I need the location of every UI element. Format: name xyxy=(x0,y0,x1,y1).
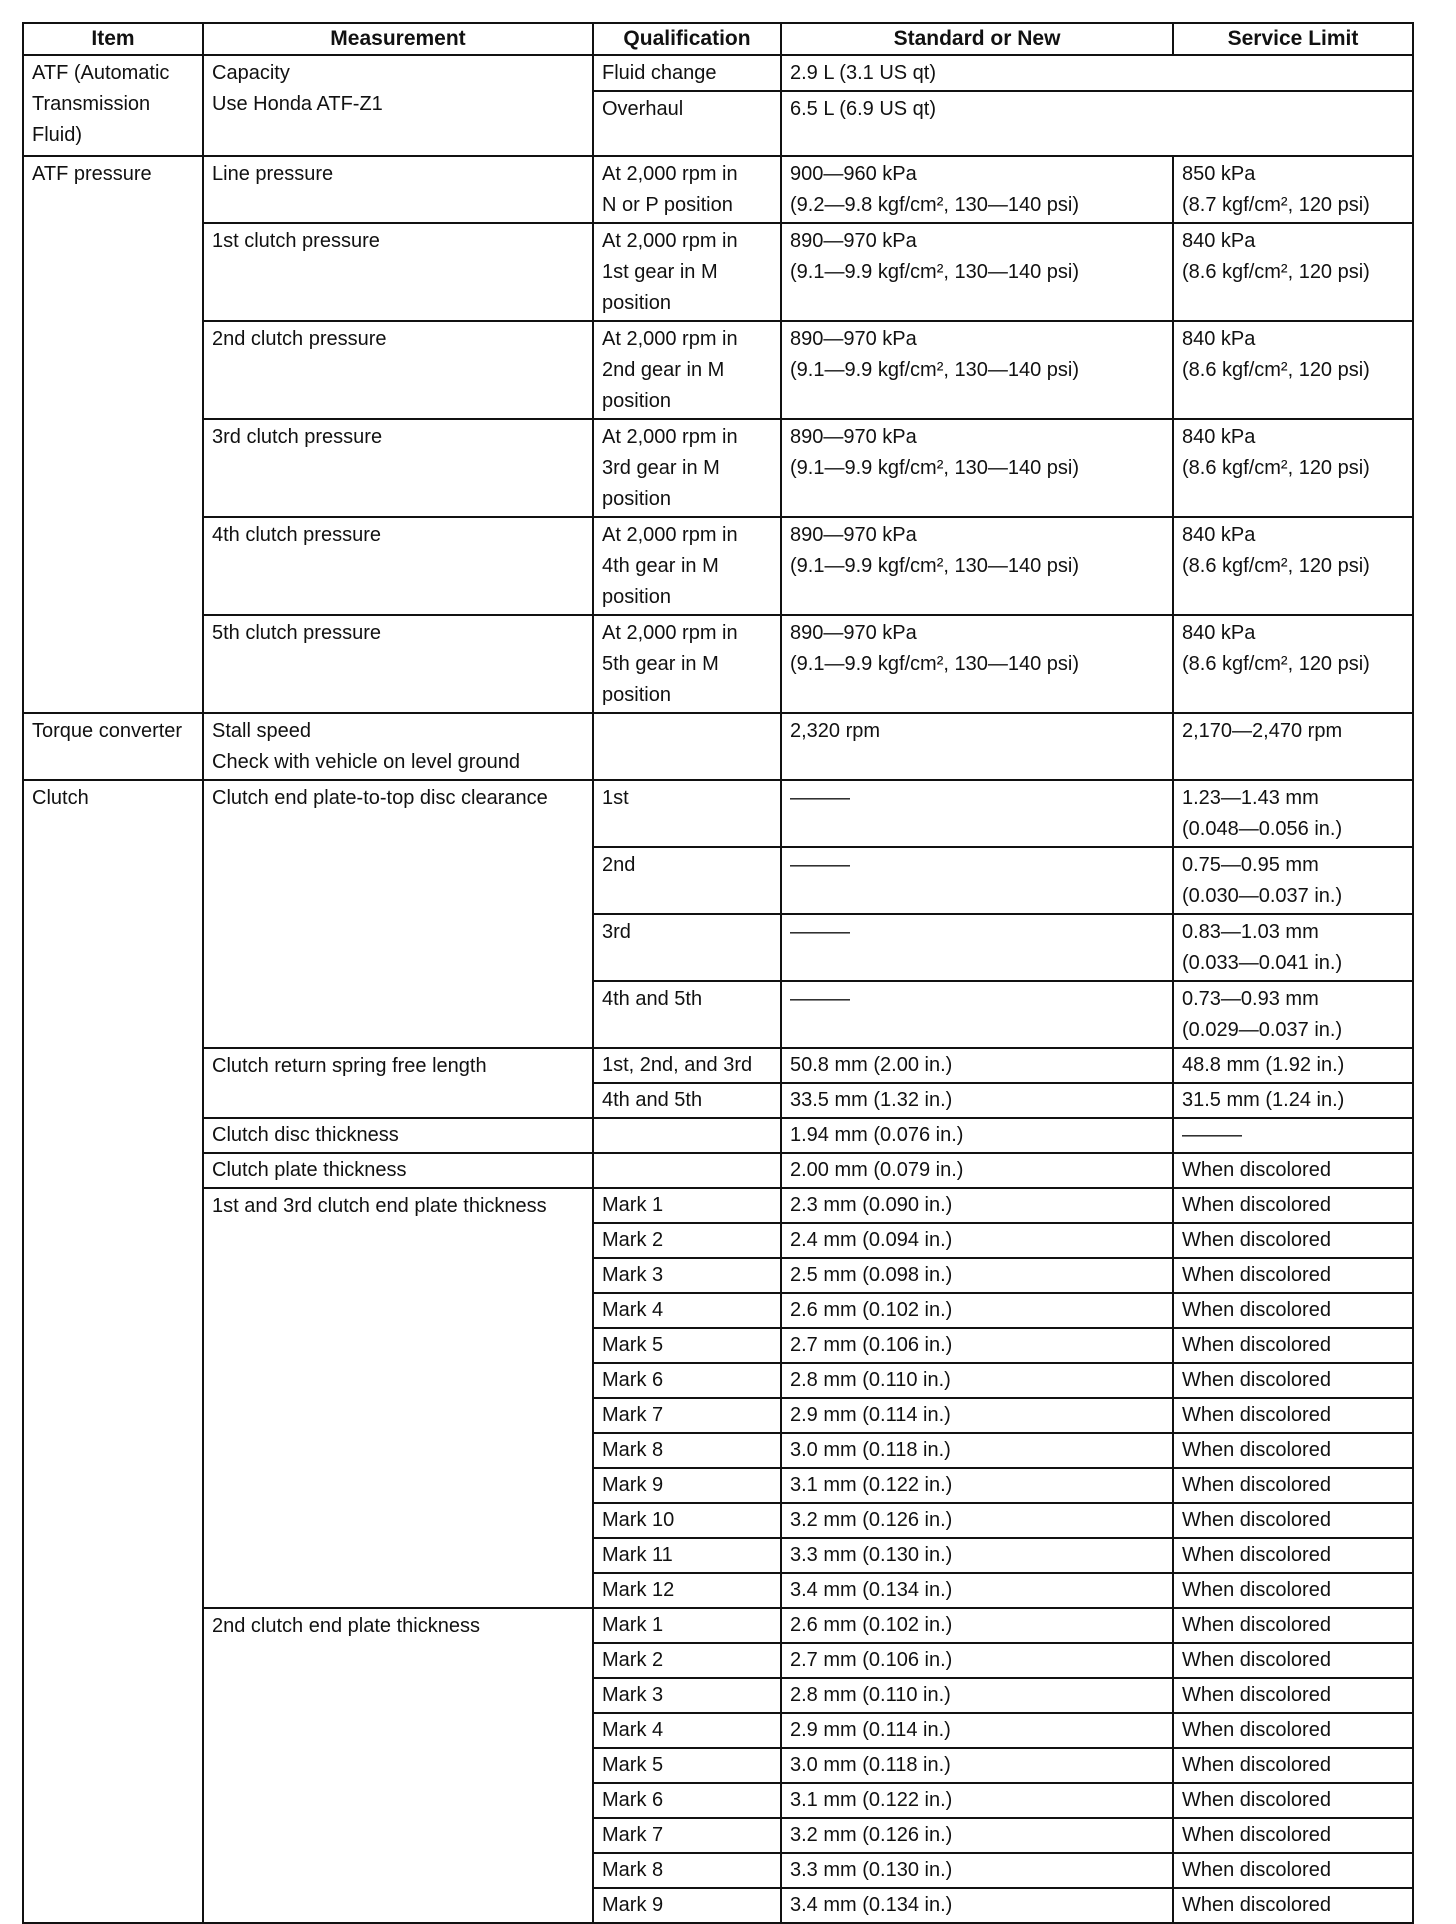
measurement-text: Capacity xyxy=(212,62,290,84)
measurement-cell: Clutch return spring free length xyxy=(203,1048,593,1118)
service-limit-text: 0.75—0.95 mm xyxy=(1182,854,1319,876)
standard-cell: 3.3 mm (0.130 in.) xyxy=(781,1853,1173,1888)
qualification-cell: Mark 1 xyxy=(593,1608,781,1643)
measurement-cell: Line pressure xyxy=(203,156,593,223)
qualification-cell: Mark 8 xyxy=(593,1853,781,1888)
service-limit-text: (8.6 kgf/cm², 120 psi) xyxy=(1182,555,1370,577)
qualification-text: position xyxy=(602,390,671,412)
standard-text: 890—970 kPa xyxy=(790,524,917,546)
standard-text: 890—970 kPa xyxy=(790,328,917,350)
qualification-text: 3rd gear in M xyxy=(602,457,720,479)
service-limit-text: (8.6 kgf/cm², 120 psi) xyxy=(1182,261,1370,283)
standard-cell: 2.6 mm (0.102 in.) xyxy=(781,1293,1173,1328)
service-limit-text: 840 kPa xyxy=(1182,328,1256,350)
item-cell: ATF pressure xyxy=(23,156,203,713)
standard-cell: 1.94 mm (0.076 in.) xyxy=(781,1118,1173,1153)
service-limit-text: (8.6 kgf/cm², 120 psi) xyxy=(1182,359,1370,381)
service-limit-cell xyxy=(1173,223,1413,321)
qualification-cell xyxy=(593,517,781,615)
item-cell xyxy=(23,55,203,156)
measurement-cell xyxy=(203,55,593,156)
qualification-cell: Mark 11 xyxy=(593,1538,781,1573)
service-limit-text: 840 kPa xyxy=(1182,426,1256,448)
standard-cell: ——— xyxy=(781,914,1173,981)
service-limit-cell: When discolored xyxy=(1173,1258,1413,1293)
service-limit-cell xyxy=(1173,615,1413,713)
service-limit-cell xyxy=(1173,517,1413,615)
qualification-cell: Mark 1 xyxy=(593,1188,781,1223)
measurement-cell: Clutch disc thickness xyxy=(203,1118,593,1153)
table-row xyxy=(23,517,1413,615)
service-limit-cell: 48.8 mm (1.92 in.) xyxy=(1173,1048,1413,1083)
service-limit-text: 1.23—1.43 mm xyxy=(1182,787,1319,809)
qualification-cell: 4th and 5th xyxy=(593,981,781,1048)
standard-text: 890—970 kPa xyxy=(790,622,917,644)
header-qualification: Qualification xyxy=(593,23,781,55)
service-limit-cell: When discolored xyxy=(1173,1888,1413,1923)
measurement-text: Stall speed xyxy=(212,720,311,742)
standard-cell: 33.5 mm (1.32 in.) xyxy=(781,1083,1173,1118)
standard-cell xyxy=(781,615,1173,713)
measurement-text: Check with vehicle on level ground xyxy=(212,751,520,773)
header-measurement: Measurement xyxy=(203,23,593,55)
standard-cell: 3.3 mm (0.130 in.) xyxy=(781,1538,1173,1573)
measurement-cell: 5th clutch pressure xyxy=(203,615,593,713)
standard-text: (9.1—9.9 kgf/cm², 130—140 psi) xyxy=(790,359,1080,381)
service-limit-cell: When discolored xyxy=(1173,1783,1413,1818)
standard-text: (9.1—9.9 kgf/cm², 130—140 psi) xyxy=(790,457,1080,479)
standard-text: 890—970 kPa xyxy=(790,230,917,252)
qualification-cell xyxy=(593,1153,781,1188)
qualification-cell xyxy=(593,615,781,713)
service-limit-cell xyxy=(1173,419,1413,517)
service-limit-cell: When discolored xyxy=(1173,1853,1413,1888)
header-service-limit: Service Limit xyxy=(1173,23,1413,55)
qualification-text: position xyxy=(602,586,671,608)
qualification-text: At 2,000 rpm in xyxy=(602,328,738,350)
qualification-cell: Mark 7 xyxy=(593,1398,781,1433)
service-limit-text: 840 kPa xyxy=(1182,230,1256,252)
service-limit-cell xyxy=(1173,847,1413,914)
service-limit-text: 0.83—1.03 mm xyxy=(1182,921,1319,943)
item-cell: Clutch xyxy=(23,780,203,1923)
qualification-text: 4th gear in M xyxy=(602,555,719,577)
service-limit-text: 840 kPa xyxy=(1182,622,1256,644)
service-limit-cell xyxy=(1173,321,1413,419)
qualification-cell xyxy=(593,156,781,223)
standard-cell: 2.6 mm (0.102 in.) xyxy=(781,1608,1173,1643)
table-row xyxy=(23,1608,1413,1643)
service-limit-text: 840 kPa xyxy=(1182,524,1256,546)
standard-cell: 2.7 mm (0.106 in.) xyxy=(781,1328,1173,1363)
item-text: Transmission xyxy=(32,93,151,115)
service-limit-cell: When discolored xyxy=(1173,1748,1413,1783)
measurement-cell: Clutch plate thickness xyxy=(203,1153,593,1188)
service-limit-cell: When discolored xyxy=(1173,1363,1413,1398)
qualification-cell: Mark 6 xyxy=(593,1783,781,1818)
standard-cell: 2.9 mm (0.114 in.) xyxy=(781,1398,1173,1433)
service-limit-text: (0.029—0.037 in.) xyxy=(1182,1019,1343,1041)
standard-cell: 2,320 rpm xyxy=(781,713,1173,780)
table-row xyxy=(23,156,1413,223)
item-text: ATF (Automatic xyxy=(32,62,170,84)
standard-cell xyxy=(781,223,1173,321)
standard-cell: 2.3 mm (0.090 in.) xyxy=(781,1188,1173,1223)
measurement-text: Use Honda ATF-Z1 xyxy=(212,93,383,115)
qualification-cell: 1st, 2nd, and 3rd xyxy=(593,1048,781,1083)
specification-table xyxy=(22,22,1414,1924)
qualification-cell: Mark 5 xyxy=(593,1748,781,1783)
qualification-text: At 2,000 rpm in xyxy=(602,163,738,185)
service-limit-cell: 2,170—2,470 rpm xyxy=(1173,713,1413,780)
standard-cell: 2.9 mm (0.114 in.) xyxy=(781,1713,1173,1748)
qualification-text: At 2,000 rpm in xyxy=(602,230,738,252)
qualification-text: N or P position xyxy=(602,194,733,216)
table-row xyxy=(23,419,1413,517)
service-limit-cell: When discolored xyxy=(1173,1503,1413,1538)
measurement-cell: 4th clutch pressure xyxy=(203,517,593,615)
table-row xyxy=(23,780,1413,847)
measurement-cell: Clutch end plate-to-top disc clearance xyxy=(203,780,593,1048)
measurement-cell: 2nd clutch pressure xyxy=(203,321,593,419)
service-limit-cell xyxy=(1173,156,1413,223)
table-row xyxy=(23,615,1413,713)
service-limit-cell: When discolored xyxy=(1173,1293,1413,1328)
service-limit-cell: When discolored xyxy=(1173,1433,1413,1468)
standard-cell xyxy=(781,419,1173,517)
qualification-cell xyxy=(593,223,781,321)
table-row xyxy=(23,1188,1413,1223)
qualification-cell: Mark 6 xyxy=(593,1363,781,1398)
service-limit-cell: When discolored xyxy=(1173,1678,1413,1713)
standard-text: (9.2—9.8 kgf/cm², 130—140 psi) xyxy=(790,194,1080,216)
service-limit-cell: 31.5 mm (1.24 in.) xyxy=(1173,1083,1413,1118)
qualification-text: At 2,000 rpm in xyxy=(602,524,738,546)
qualification-text: At 2,000 rpm in xyxy=(602,426,738,448)
qualification-text: position xyxy=(602,684,671,706)
service-limit-cell: When discolored xyxy=(1173,1153,1413,1188)
service-limit-cell: When discolored xyxy=(1173,1643,1413,1678)
service-limit-cell: When discolored xyxy=(1173,1223,1413,1258)
qualification-text: At 2,000 rpm in xyxy=(602,622,738,644)
standard-text: (9.1—9.9 kgf/cm², 130—140 psi) xyxy=(790,261,1080,283)
measurement-cell xyxy=(203,713,593,780)
service-limit-cell: When discolored xyxy=(1173,1818,1413,1853)
standard-cell: ——— xyxy=(781,780,1173,847)
standard-cell: 50.8 mm (2.00 in.) xyxy=(781,1048,1173,1083)
header-row xyxy=(23,23,1413,55)
standard-cell: 3.1 mm (0.122 in.) xyxy=(781,1468,1173,1503)
service-limit-cell: ——— xyxy=(1173,1118,1413,1153)
service-limit-text: 0.73—0.93 mm xyxy=(1182,988,1319,1010)
service-limit-text: (0.030—0.037 in.) xyxy=(1182,885,1343,907)
service-limit-text: (8.7 kgf/cm², 120 psi) xyxy=(1182,194,1370,216)
service-limit-cell: When discolored xyxy=(1173,1328,1413,1363)
service-limit-text: (8.6 kgf/cm², 120 psi) xyxy=(1182,457,1370,479)
header-standard: Standard or New xyxy=(781,23,1173,55)
table-row xyxy=(23,55,1413,91)
qualification-text: 1st gear in M xyxy=(602,261,718,283)
qualification-cell: Mark 4 xyxy=(593,1293,781,1328)
qualification-cell: 2nd xyxy=(593,847,781,914)
service-limit-text: (0.048—0.056 in.) xyxy=(1182,818,1343,840)
qualification-cell: Mark 10 xyxy=(593,1503,781,1538)
standard-cell: 3.0 mm (0.118 in.) xyxy=(781,1748,1173,1783)
qualification-cell: 3rd xyxy=(593,914,781,981)
qualification-cell: Overhaul xyxy=(593,91,781,156)
qualification-cell: Mark 2 xyxy=(593,1643,781,1678)
standard-cell: 3.4 mm (0.134 in.) xyxy=(781,1888,1173,1923)
qualification-cell: Fluid change xyxy=(593,55,781,91)
qualification-cell: Mark 3 xyxy=(593,1678,781,1713)
service-limit-cell: When discolored xyxy=(1173,1713,1413,1748)
standard-cell xyxy=(781,321,1173,419)
qualification-cell: Mark 3 xyxy=(593,1258,781,1293)
service-limit-cell: When discolored xyxy=(1173,1398,1413,1433)
standard-cell: 3.2 mm (0.126 in.) xyxy=(781,1818,1173,1853)
standard-cell: 6.5 L (6.9 US qt) xyxy=(781,91,1413,156)
service-limit-text: (0.033—0.041 in.) xyxy=(1182,952,1343,974)
standard-text: (9.1—9.9 kgf/cm², 130—140 psi) xyxy=(790,555,1080,577)
qualification-cell: Mark 7 xyxy=(593,1818,781,1853)
qualification-cell: Mark 8 xyxy=(593,1433,781,1468)
service-limit-cell: When discolored xyxy=(1173,1538,1413,1573)
standard-cell: 3.2 mm (0.126 in.) xyxy=(781,1503,1173,1538)
table-row xyxy=(23,1118,1413,1153)
standard-cell: 2.4 mm (0.094 in.) xyxy=(781,1223,1173,1258)
standard-cell xyxy=(781,156,1173,223)
qualification-text: position xyxy=(602,292,671,314)
table-row xyxy=(23,1048,1413,1083)
service-limit-cell: When discolored xyxy=(1173,1188,1413,1223)
spec-page xyxy=(22,22,1412,1924)
standard-cell: 2.8 mm (0.110 in.) xyxy=(781,1363,1173,1398)
item-cell: Torque converter xyxy=(23,713,203,780)
measurement-cell: 1st clutch pressure xyxy=(203,223,593,321)
qualification-cell: Mark 9 xyxy=(593,1888,781,1923)
standard-cell: ——— xyxy=(781,847,1173,914)
service-limit-cell xyxy=(1173,780,1413,847)
service-limit-text: (8.6 kgf/cm², 120 psi) xyxy=(1182,653,1370,675)
standard-cell: 2.8 mm (0.110 in.) xyxy=(781,1678,1173,1713)
item-text: Fluid) xyxy=(32,124,83,146)
standard-text: (9.1—9.9 kgf/cm², 130—140 psi) xyxy=(790,653,1080,675)
qualification-cell xyxy=(593,419,781,517)
service-limit-cell: When discolored xyxy=(1173,1573,1413,1608)
standard-cell: 2.5 mm (0.098 in.) xyxy=(781,1258,1173,1293)
qualification-text: 2nd gear in M xyxy=(602,359,725,381)
service-limit-text: 850 kPa xyxy=(1182,163,1256,185)
measurement-cell: 2nd clutch end plate thickness xyxy=(203,1608,593,1923)
service-limit-cell xyxy=(1173,981,1413,1048)
header-item: Item xyxy=(23,23,203,55)
table-row xyxy=(23,321,1413,419)
standard-cell: 3.4 mm (0.134 in.) xyxy=(781,1573,1173,1608)
qualification-cell: Mark 12 xyxy=(593,1573,781,1608)
standard-text: 890—970 kPa xyxy=(790,426,917,448)
qualification-cell xyxy=(593,321,781,419)
standard-cell: 2.7 mm (0.106 in.) xyxy=(781,1643,1173,1678)
standard-cell: 3.1 mm (0.122 in.) xyxy=(781,1783,1173,1818)
qualification-cell: Mark 9 xyxy=(593,1468,781,1503)
qualification-cell xyxy=(593,713,781,780)
qualification-cell: 1st xyxy=(593,780,781,847)
standard-cell: 2.9 L (3.1 US qt) xyxy=(781,55,1413,91)
qualification-cell xyxy=(593,1118,781,1153)
qualification-cell: Mark 5 xyxy=(593,1328,781,1363)
table-row xyxy=(23,1153,1413,1188)
qualification-text: position xyxy=(602,488,671,510)
standard-cell xyxy=(781,517,1173,615)
qualification-cell: Mark 4 xyxy=(593,1713,781,1748)
table-row xyxy=(23,713,1413,780)
service-limit-cell: When discolored xyxy=(1173,1468,1413,1503)
standard-cell: ——— xyxy=(781,981,1173,1048)
standard-text: 900—960 kPa xyxy=(790,163,917,185)
table-row xyxy=(23,223,1413,321)
measurement-cell: 1st and 3rd clutch end plate thickness xyxy=(203,1188,593,1608)
service-limit-cell xyxy=(1173,914,1413,981)
standard-cell: 2.00 mm (0.079 in.) xyxy=(781,1153,1173,1188)
qualification-cell: Mark 2 xyxy=(593,1223,781,1258)
service-limit-cell: When discolored xyxy=(1173,1608,1413,1643)
standard-cell: 3.0 mm (0.118 in.) xyxy=(781,1433,1173,1468)
measurement-cell: 3rd clutch pressure xyxy=(203,419,593,517)
qualification-text: 5th gear in M xyxy=(602,653,719,675)
qualification-cell: 4th and 5th xyxy=(593,1083,781,1118)
